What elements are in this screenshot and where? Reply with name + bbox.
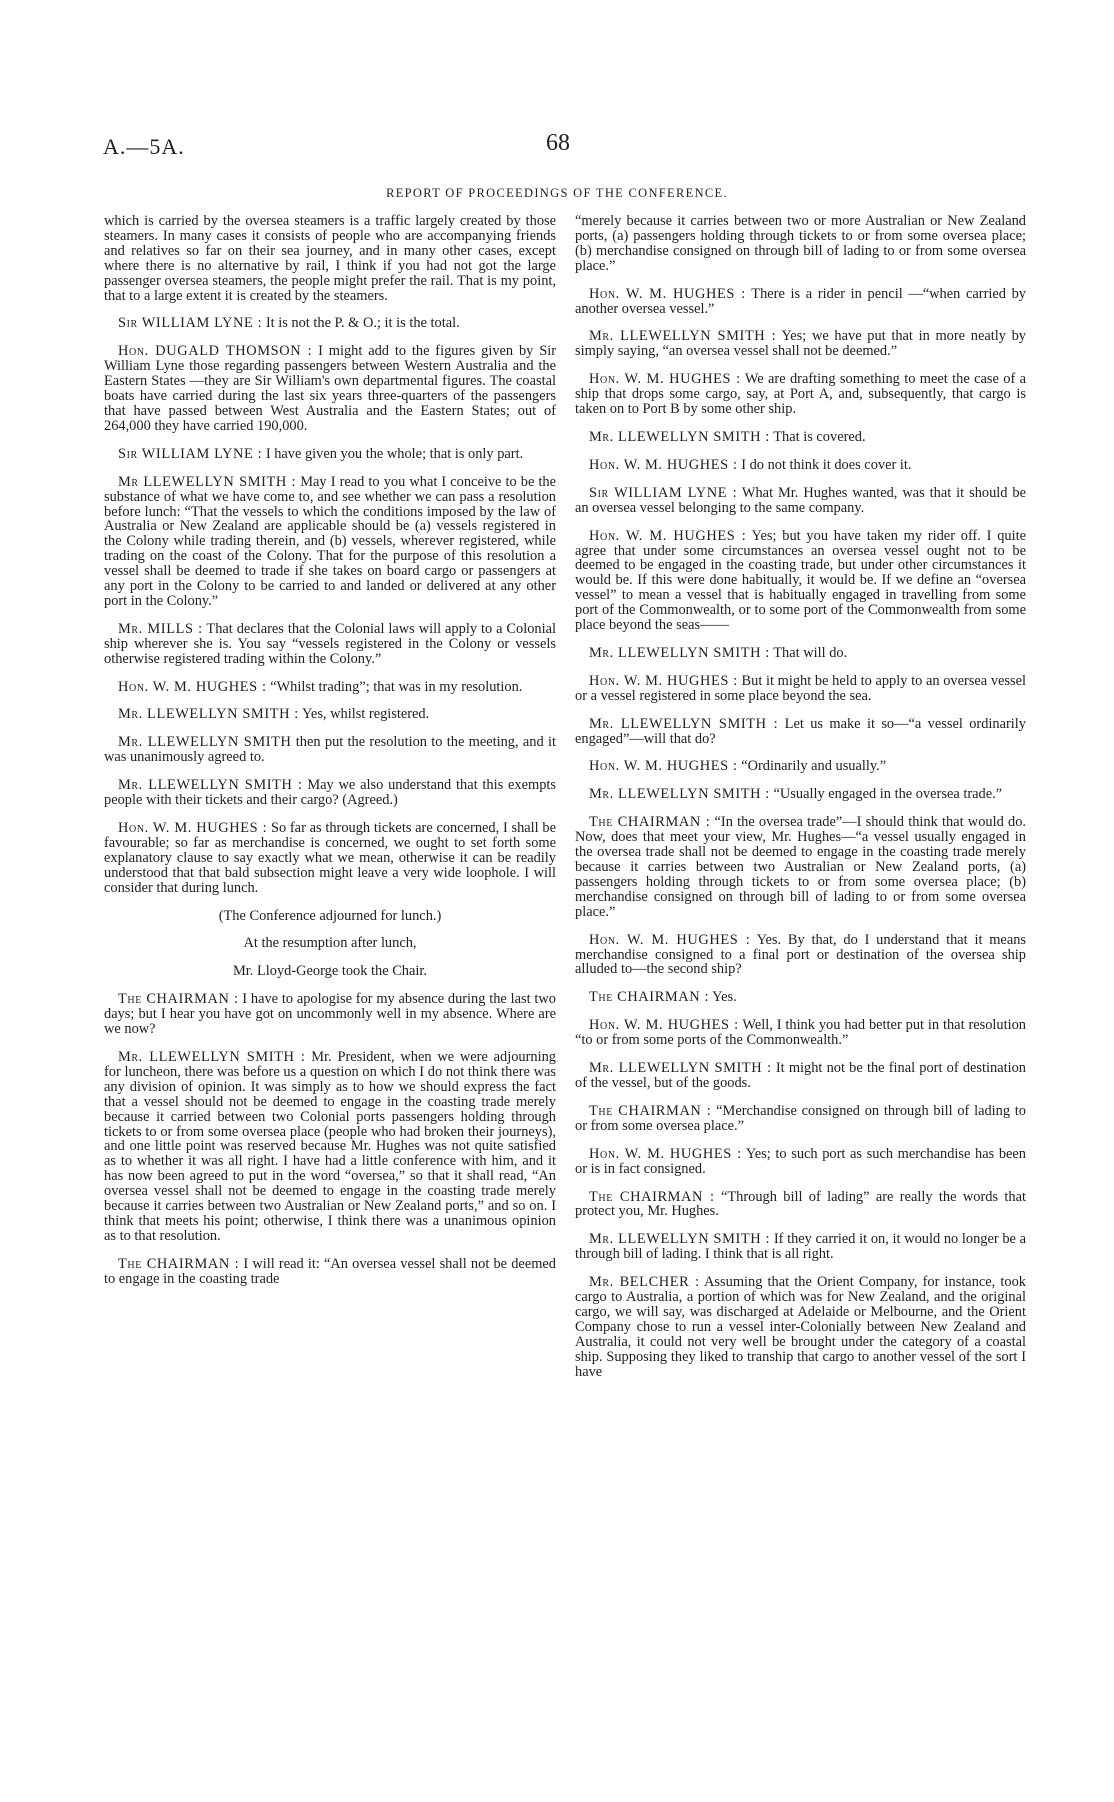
speaker: Hon. W. M. HUGHES : — [589, 758, 738, 775]
paragraph: Sir WILLIAM LYNE : I have given you the whole; that is only part. — [118, 445, 524, 462]
paragraph: Hon. W. M. HUGHES : “Whilst trading”; that was in my resolution. — [118, 678, 523, 695]
paragraph: Mr. LLEWELLYN SMITH : “Usually engaged in the oversea trade.” — [589, 786, 1003, 803]
speaker: Mr. LLEWELLYN SMITH — [118, 734, 292, 751]
paragraph: Mr. LLEWELLYN SMITH : That is covered. — [589, 428, 866, 445]
speaker: Mr. LLEWELLYN SMITH : — [589, 1231, 771, 1248]
speaker: Mr. LLEWELLYN SMITH : — [589, 1060, 772, 1077]
speaker: Hon. W. M. HUGHES : — [589, 1017, 739, 1034]
paragraph: Mr. LLEWELLYN SMITH : If they carried it on, it would no longer be a through bill of lading. I think that is all right. — [575, 1231, 1026, 1263]
paragraph: Hon. W. M. HUGHES : So far as through tickets are concerned, I shall be favourable; so far as merchandise is concerned, we ought to set forth some explanatory clause to say exactly what we mean, otherwise it can be readily understood that that bald subsection might leave a very wide loophole. I will consider that during lunch. — [104, 820, 556, 896]
paragraph: Hon. W. M. HUGHES : Yes. By that, do I understand that it means merchandise consigned to a final port or destination of the oversea ship alluded to—the second ship? — [575, 931, 1027, 978]
paragraph: Hon. W. M. HUGHES : “Ordinarily and usually.” — [589, 758, 887, 775]
paragraph: Mr. LLEWELLYN SMITH then put the resolution to the meeting, and it was unanimously agreed to. — [104, 734, 556, 766]
speaker: Mr LLEWELLYN SMITH : — [118, 473, 297, 490]
paragraph: “merely because it carries between two or more Australian or New Zealand ports, (a) passengers holding through tickets to or from some oversea place; (b) merchandise consigned on through bill of lading to or from some oversea place.” — [575, 213, 1026, 274]
paragraph: Hon. W. M. HUGHES : Yes; to such port as such merchandise has been or is in fact consigned. — [575, 1145, 1027, 1177]
running-title: REPORT OF PROCEEDINGS OF THE CONFERENCE. — [386, 186, 728, 200]
speaker: Sir WILLIAM LYNE : — [118, 445, 263, 462]
speaker: Hon. W. M. HUGHES : — [589, 527, 747, 544]
speaker: Mr. LLEWELLYN SMITH : — [118, 777, 303, 794]
paragraph: Hon. W. M. HUGHES : There is a rider in pencil —“when carried by another oversea vessel.” — [575, 285, 1027, 317]
paragraph: Mr. LLEWELLYN SMITH : Let us make it so—“a vessel ordinarily engaged”—will that do? — [575, 715, 1026, 747]
paragraph: Mr. LLEWELLYN SMITH : Yes; we have put that in more neatly by simply saying, “an oversea vessel shall not be deemed.” — [575, 328, 1026, 360]
paragraph: Mr. LLEWELLYN SMITH : Mr. President, when we were adjourning for luncheon, there was before us a question on which I do not think there was any division of opinion. It was simply as to how we should express the fact that a vessel should not be deemed to engage in the coasting trade merely because it carried between two Colonial ports passengers holding through tickets to or from some oversea place (people who had broken their journeys), and one little point was reserved because Mr. Hughes was not quite satisfied as to whether it was all right. I have had a little conference with him, and it has now been agreed to put in the word “oversea,” so that it shall read, “An oversea vessel shall not be deemed to engage in the coasting trade merely because it carries between two Australian or New Zealand ports,” and so on. I think that meets his point; otherwise, I think there was a unanimous opinion as to that resolution. — [104, 1048, 556, 1244]
right-column — [575, 214, 1026, 1392]
left-column — [104, 214, 556, 1300]
paragraph: The CHAIRMAN : I will read it: “An oversea vessel shall not be deemed to engage in the coasting trade — [104, 1255, 556, 1287]
paragraph: The CHAIRMAN : Yes. — [589, 989, 737, 1006]
speaker: Mr. MILLS : — [118, 620, 203, 637]
resumption-note: At the resumption after lunch, — [243, 935, 417, 952]
paragraph: Mr. BELCHER : Assuming that the Orient Company, for instance, took cargo to Australia, a portion of which was for New Zealand, and the original cargo, we will say, was discharged at Adelaide or Melbourne, and the Orient Company chose to run a vessel inter-Colonially between New Zealand and Australia, it could not very well be brought under the category of a coastal ship. Supposing they liked to tranship that cargo to another vessel of the sort I have — [575, 1274, 1026, 1380]
paragraph: Mr. LLEWELLYN SMITH : May we also understand that this exempts people with their tickets and their cargo? (Agreed.) — [104, 777, 556, 809]
paragraph: The CHAIRMAN : I have to apologise for my absence during the last two days; but I hear you have got on uncommonly well in my absence. Where are we now? — [104, 991, 556, 1038]
speaker: The CHAIRMAN : — [118, 991, 239, 1008]
paragraph: Hon. W. M. HUGHES : But it might be held to apply to an oversea vessel or a vessel registered in some place beyond the sea. — [575, 672, 1026, 704]
speaker: The CHAIRMAN : — [589, 989, 710, 1006]
speaker: Hon. W. M. HUGHES : — [589, 931, 751, 948]
chair-note: Mr. Lloyd-George took the Chair. — [233, 963, 427, 980]
paragraph: Sir WILLIAM LYNE : What Mr. Hughes wanted, was that it should be an oversea vessel belonging to the same company. — [575, 484, 1026, 516]
speaker: Mr. LLEWELLYN SMITH : — [589, 428, 770, 445]
paragraph: Hon. W. M. HUGHES : I do not think it does cover it. — [589, 456, 912, 473]
speaker: Mr. BELCHER : — [589, 1274, 700, 1291]
paragraph: Mr. LLEWELLYN SMITH : Yes, whilst registered. — [118, 706, 430, 723]
paper-reference: A.—5A. — [103, 134, 185, 159]
paragraph: The CHAIRMAN : “Through bill of lading” are really the words that protect you, Mr. Hughes. — [575, 1188, 1026, 1220]
page-number: 68 — [546, 130, 570, 156]
speaker: Hon. W. M. HUGHES : — [589, 456, 738, 473]
speaker: Hon. DUGALD THOMSON : — [118, 343, 313, 360]
paragraph: Mr. LLEWELLYN SMITH : That will do. — [589, 644, 848, 661]
speaker: The CHAIRMAN : — [589, 1188, 715, 1205]
adjournment-note: (The Conference adjourned for lunch.) — [218, 907, 442, 924]
paragraph: The CHAIRMAN : “In the oversea trade”—I should think that would do. Now, does that meet your view, Mr. Hughes—“a vessel usually engaged in the oversea trade shall not be deemed to engage in the coasting trade merely because it carries between two Australian or New Zealand ports, (a) passengers holding through tickets to or from some oversea place; (b) merchandise consigned on through bill of lading to or from some oversea place.” — [575, 814, 1026, 920]
speaker: Hon. W. M. HUGHES : — [589, 1145, 742, 1162]
paragraph: which is carried by the oversea steamers is a traffic largely created by those steamers. In many cases it consists of people who are accompanying friends and relatives so far on their sea journey, and in many other cases, except where there is no alternative by rail, I think if you had not got the large passenger oversea steamers, the people might prefer the rail. That is my point, that to a large extent it is created by the steamers. — [104, 213, 556, 304]
speaker: Hon. W. M. HUGHES : — [118, 678, 267, 695]
paragraph: The CHAIRMAN : “Merchandise consigned on through bill of lading to or from some oversea place.” — [575, 1102, 1026, 1134]
speaker: Hon. W. M. HUGHES : — [589, 371, 741, 388]
speaker: Mr. LLEWELLYN SMITH : — [589, 715, 779, 732]
speaker: Mr. LLEWELLYN SMITH : — [589, 644, 770, 661]
paragraph: Mr. LLEWELLYN SMITH : It might not be the final port of destination of the vessel, but of the goods. — [575, 1060, 1026, 1091]
paragraph: Mr LLEWELLYN SMITH : May I read to you what I conceive to be the substance of what we have come to, and see whether we can pass a resolution before lunch: “That the vessels to which the conditions imposed by the law of Australia or New Zealand are applicable should be (a) vessels registered in the Colony while trading therein, and (b) vessels, wherever registered, while trading on the coast of the Colony. That for the purpose of this resolution a vessel shall be deemed to trade if she takes on board cargo or passengers at any port in the Colony to be carried to and landed or delivered at any other port in the Colony.” — [104, 473, 557, 609]
speaker: Sir WILLIAM LYNE : — [589, 484, 738, 501]
speaker: Mr. LLEWELLYN SMITH : — [589, 328, 777, 345]
speaker: Hon. W. M. HUGHES : — [589, 672, 738, 689]
speaker: Mr. LLEWELLYN SMITH : — [118, 1048, 306, 1065]
speaker: Sir WILLIAM LYNE : — [118, 315, 263, 332]
speaker: Mr. LLEWELLYN SMITH : — [118, 706, 299, 723]
paragraph: Sir WILLIAM LYNE : It is not the P. & O.; it is the total. — [118, 315, 460, 332]
paragraph: Hon. W. M. HUGHES : Well, I think you had better put in that resolution “to or from some ports of the Commonwealth.” — [575, 1017, 1027, 1049]
speaker: Hon. W. M. HUGHES : — [589, 285, 746, 302]
speaker: The CHAIRMAN : — [118, 1255, 240, 1272]
speaker: The CHAIRMAN : — [589, 814, 711, 831]
paragraph: Hon. DUGALD THOMSON : I might add to the figures given by Sir William Lyne those regarding passengers between Western Australia and the Eastern States —they are Sir William's own departmental figures. The coastal boats have carried during the last six years three-quarters of the passengers that have passed between West Australia and the Eastern States; out of 264,000 they have carried 190,000. — [104, 343, 556, 434]
speaker: The CHAIRMAN : — [589, 1102, 712, 1119]
paragraph: Hon. W. M. HUGHES : We are drafting something to meet the case of a ship that drops some cargo, say, at Port A, and, subsequently, that cargo is taken on to Port B by some other ship. — [575, 371, 1027, 418]
paragraph: Hon. W. M. HUGHES : Yes; but you have taken my rider off. I quite agree that under some circumstances an oversea vessel ought not to be deemed to be engaged in the coasting trade, but under other circumstances it would be. If this were done habitually, it would be. If we define an “oversea vessel” to mean a vessel that is habitually engaged in travelling from some port of the Commonwealth, or to some port of the Commonwealth from some place beyond the seas—— — [575, 527, 1027, 634]
paragraph: Mr. MILLS : That declares that the Colonial laws will apply to a Colonial ship wherever she is. You say “vessels registered in the Colony or vessels otherwise registered trading within the Colony.” — [104, 620, 556, 667]
speaker: Mr. LLEWELLYN SMITH : — [589, 786, 770, 803]
speaker: Hon. W. M. HUGHES : — [118, 820, 268, 836]
